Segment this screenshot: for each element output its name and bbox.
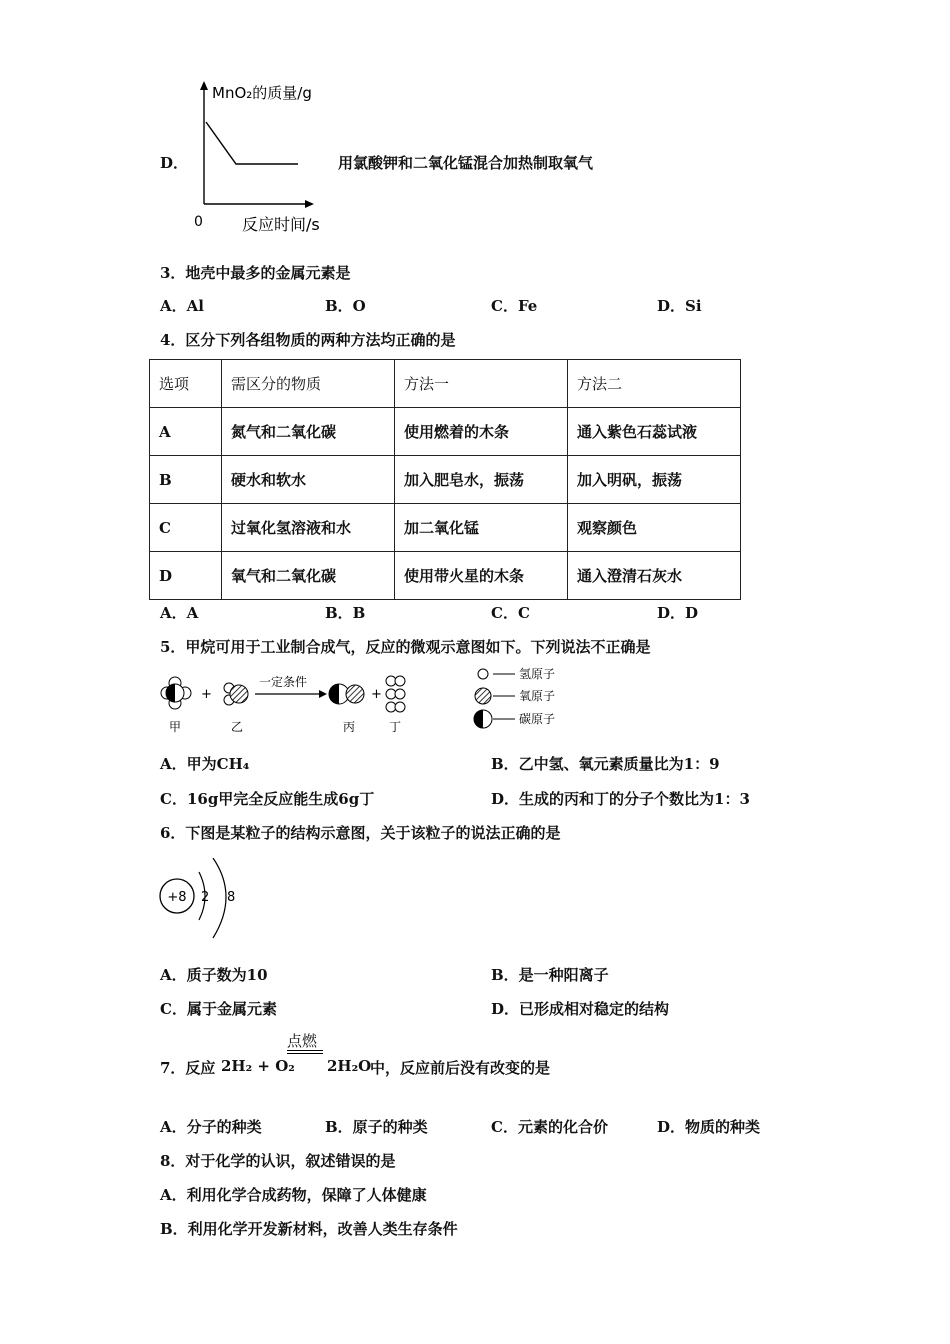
table-cell: 使用带火星的木条 — [395, 552, 568, 600]
table-cell: A — [150, 408, 222, 456]
q6-option-d[interactable]: D．已形成相对稳定的结构 — [491, 1000, 670, 1018]
label-yi: 乙 — [231, 720, 244, 734]
table-cell: D — [150, 552, 222, 600]
svg-text:氧原子: 氧原子 — [519, 689, 556, 703]
q4-option-d[interactable]: D．D — [657, 604, 699, 622]
water-molecule — [224, 683, 248, 705]
table-cell: 过氧化氢溶液和水 — [222, 504, 395, 552]
q5-option-c[interactable]: C．16g甲完全反应能生成6g丁 — [160, 790, 375, 808]
electron-shell-2 — [213, 858, 226, 938]
q6-stem: 6．下图是某粒子的结构示意图，关于该粒子的说法正确的是 — [160, 824, 561, 842]
graph-xlabel: 反应时间/s — [242, 215, 320, 234]
label-bing: 丙 — [343, 720, 356, 734]
nucleus-charge: +8 — [167, 890, 187, 905]
shell1-electrons: 2 — [201, 890, 210, 905]
q3-option-d[interactable]: D．Si — [657, 297, 702, 315]
q6-option-c[interactable]: C．属于金属元素 — [160, 1000, 277, 1018]
q5-option-a[interactable]: A．甲为CH₄ — [160, 755, 250, 773]
equation-line — [287, 1050, 323, 1051]
q4-option-b[interactable]: B．B — [325, 604, 366, 622]
table-cell: 加入肥皂水，振荡 — [395, 456, 568, 504]
q2d-label: D． — [160, 154, 189, 172]
mno2-curve — [206, 122, 298, 164]
q2d-text: 用氯酸钾和二氧化锰混合加热制取氧气 — [338, 154, 594, 172]
svg-text:+: + — [201, 687, 212, 702]
table-header: 需区分的物质 — [222, 360, 395, 408]
table-cell: 氧气和二氧化碳 — [222, 552, 395, 600]
q4-stem: 4．区分下列各组物质的两种方法均正确的是 — [160, 331, 456, 349]
table-row — [150, 552, 741, 600]
q7-equation-left: 2H₂ + O₂ — [221, 1057, 295, 1075]
table-cell: C — [150, 504, 222, 552]
q7-condition: 点燃 — [287, 1032, 318, 1050]
q5-option-b[interactable]: B．乙中氢、氧元素质量比为1：9 — [491, 755, 720, 773]
atomic-structure-diagram — [155, 858, 255, 942]
q5-option-d[interactable]: D．生成的丙和丁的分子个数比为1：3 — [491, 790, 750, 808]
table-cell: 使用燃着的木条 — [395, 408, 568, 456]
q7-stem-suffix: 中，反应前后没有改变的是 — [370, 1059, 551, 1077]
q4-option-c[interactable]: C．C — [491, 604, 530, 622]
q7-equation-right: 2H₂O — [327, 1057, 372, 1075]
reaction-microscopic-diagram — [155, 664, 575, 742]
graph-origin: 0 — [194, 214, 203, 230]
q6-option-b[interactable]: B．是一种阳离子 — [491, 966, 609, 984]
methane-molecule — [161, 677, 191, 709]
table-row — [150, 504, 741, 552]
svg-text:氢原子: 氢原子 — [519, 667, 556, 681]
co-molecule — [329, 684, 364, 704]
y-axis-arrow — [200, 81, 208, 90]
q4-option-a[interactable]: A．A — [160, 604, 199, 622]
q3-option-a[interactable]: A．Al — [160, 297, 204, 315]
q3-stem: 3．地壳中最多的金属元素是 — [160, 264, 351, 282]
label-ding: 丁 — [389, 720, 402, 734]
graph-ylabel: MnO₂的质量/g — [212, 84, 312, 102]
table-cell: 氮气和二氧化碳 — [222, 408, 395, 456]
table-row — [150, 456, 741, 504]
q5-stem: 5．甲烷可用于工业制合成气，反应的微观示意图如下。下列说法不正确是 — [160, 638, 651, 656]
diagram-legend — [474, 667, 555, 728]
table-cell: 通入澄清石灰水 — [568, 552, 741, 600]
q4-table — [149, 359, 741, 600]
table-cell: B — [150, 456, 222, 504]
q7-option-b[interactable]: B．原子的种类 — [325, 1118, 428, 1136]
table-cell: 加入明矾，振荡 — [568, 456, 741, 504]
reaction-condition: 一定条件 — [259, 675, 308, 689]
q7-stem-prefix: 7．反应 — [160, 1059, 216, 1077]
table-cell: 硬水和软水 — [222, 456, 395, 504]
equation-line — [287, 1053, 323, 1054]
q7-option-c[interactable]: C．元素的化合价 — [491, 1118, 608, 1136]
table-cell: 观察颜色 — [568, 504, 741, 552]
q3-option-c[interactable]: C．Fe — [491, 297, 538, 315]
svg-text:+: + — [371, 687, 382, 702]
table-header: 选项 — [150, 360, 222, 408]
q6-option-a[interactable]: A．质子数为10 — [160, 966, 268, 984]
q8-stem: 8．对于化学的认识，叙述错误的是 — [160, 1152, 396, 1170]
table-cell: 加二氧化锰 — [395, 504, 568, 552]
x-axis-arrow — [305, 200, 314, 208]
q8-option-a[interactable]: A．利用化学合成药物，保障了人体健康 — [160, 1186, 427, 1204]
q8-option-b[interactable]: B．利用化学开发新材料，改善人类生存条件 — [160, 1220, 458, 1238]
svg-text:碳原子: 碳原子 — [519, 712, 556, 726]
label-jia: 甲 — [169, 720, 182, 734]
hydrogen-molecules — [386, 676, 405, 712]
table-header-row — [150, 360, 741, 408]
table-cell: 通入紫色石蕊试液 — [568, 408, 741, 456]
table-header: 方法一 — [395, 360, 568, 408]
mno2-mass-graph — [190, 78, 340, 238]
q3-option-b[interactable]: B．O — [325, 297, 366, 315]
q7-option-d[interactable]: D．物质的种类 — [657, 1118, 761, 1136]
shell2-electrons: 8 — [227, 890, 236, 905]
table-header: 方法二 — [568, 360, 741, 408]
table-row — [150, 408, 741, 456]
q7-option-a[interactable]: A．分子的种类 — [160, 1118, 262, 1136]
